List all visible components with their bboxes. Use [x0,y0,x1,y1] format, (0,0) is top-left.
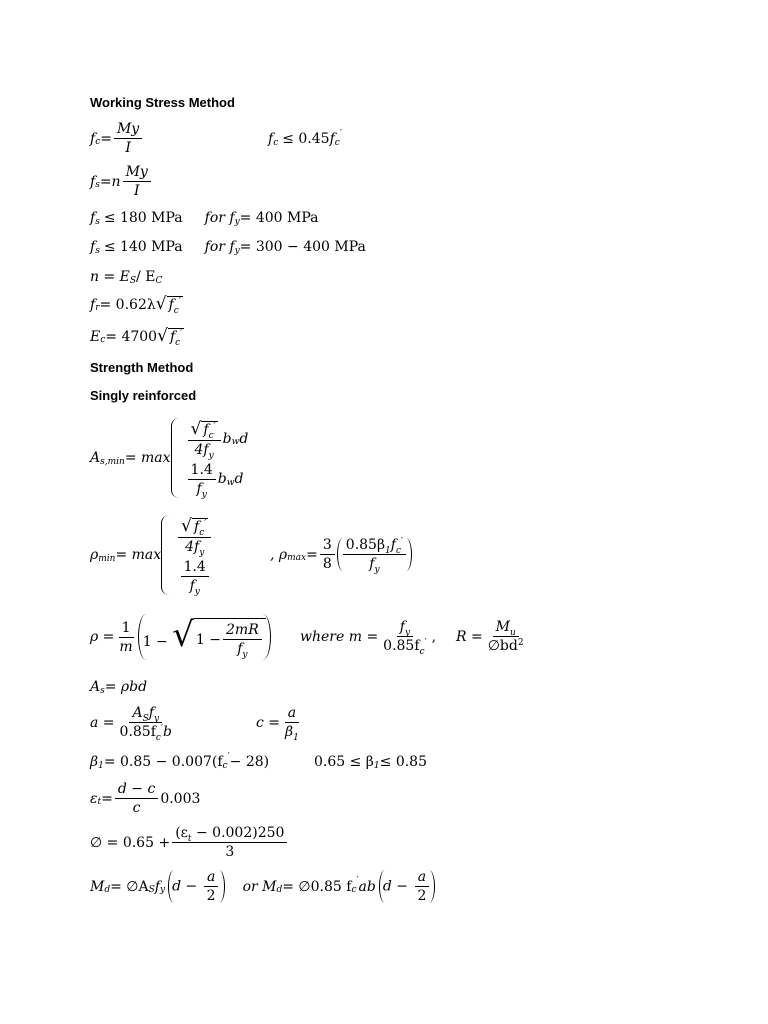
eq-m-def: where m = $\frac{f_y}{0.85f_c'}$ , [300,619,437,657]
heading-singly-reinforced: Singly reinforced [90,388,197,403]
eq-fs: f s = n $\frac{My}{I}$ [90,165,153,198]
eq-Md: M d = ∅A S f y d − $\frac{a}{2}$ or M d = ∅0.85 f c ′ ab d − $\frac{a}{2}$ [90,870,435,903]
eq-R-def: R = $\frac{M_u}{\emptyset bd^2}$ [456,619,524,654]
eq-As: A s = ρbd [90,679,148,696]
eq-eps-t: ε t = $\frac{d - c}{c}$ 0.003 [90,781,201,816]
eq-Ec: E c = 4700 √ $f_c'$ [90,326,183,348]
eq-fc-limit: f c ≤ 0.45 f c ′ [268,128,342,148]
eq-c: c = $\frac{a}{\beta_1}$ [256,705,299,743]
eq-modular-ratio: n = E S / E C [90,269,163,286]
eq-a: a = $\frac{A_Sf_y}{0.85f_c'b}$ [90,705,172,743]
eq-rho-min: ρ min = max √ $f_c'$ $4f_y$ $\frac{1.4}{f_y}$ [90,515,213,595]
heading-strength-method: Strength Method [90,360,194,375]
eq-beta1: β 1 = 0.85 − 0.007(f c ′ − 28) [90,751,270,771]
eq-rho: ρ = $\frac{1}{m}$ 1 − √ 1 − $\frac{2mR}{f_y}$ [90,614,271,660]
eq-beta1-range: 0.65 ≤ β 1 ≤ 0.85 [314,754,427,771]
eq-fs-140: f s ≤ 140 MPa for f y = 300 − 400 MPa [90,239,366,256]
heading-working-stress: Working Stress Method [90,95,235,110]
eq-fs-180: f s ≤ 180 MPa for f y = 400 MPa [90,210,319,227]
eq-As-min: A s,min = max √ $f_c'$ $4f_y$ b w d $\frac{1.4}{f_y}$ b w d [90,418,249,500]
eq-rho-max: , ρ max = $\frac{3}{8}$ $\frac{0.85\beta_1f_c'}{f_y}$ [270,538,412,571]
eq-fc: f c = $\frac{My}{I}$ [90,122,144,155]
eq-phi: ∅ = 0.65 + $\frac{(\varepsilon_t - 0.002)250}{3}$ [90,826,289,859]
eq-fr: f r = 0.62λ √ $f_c'$ [90,294,181,316]
